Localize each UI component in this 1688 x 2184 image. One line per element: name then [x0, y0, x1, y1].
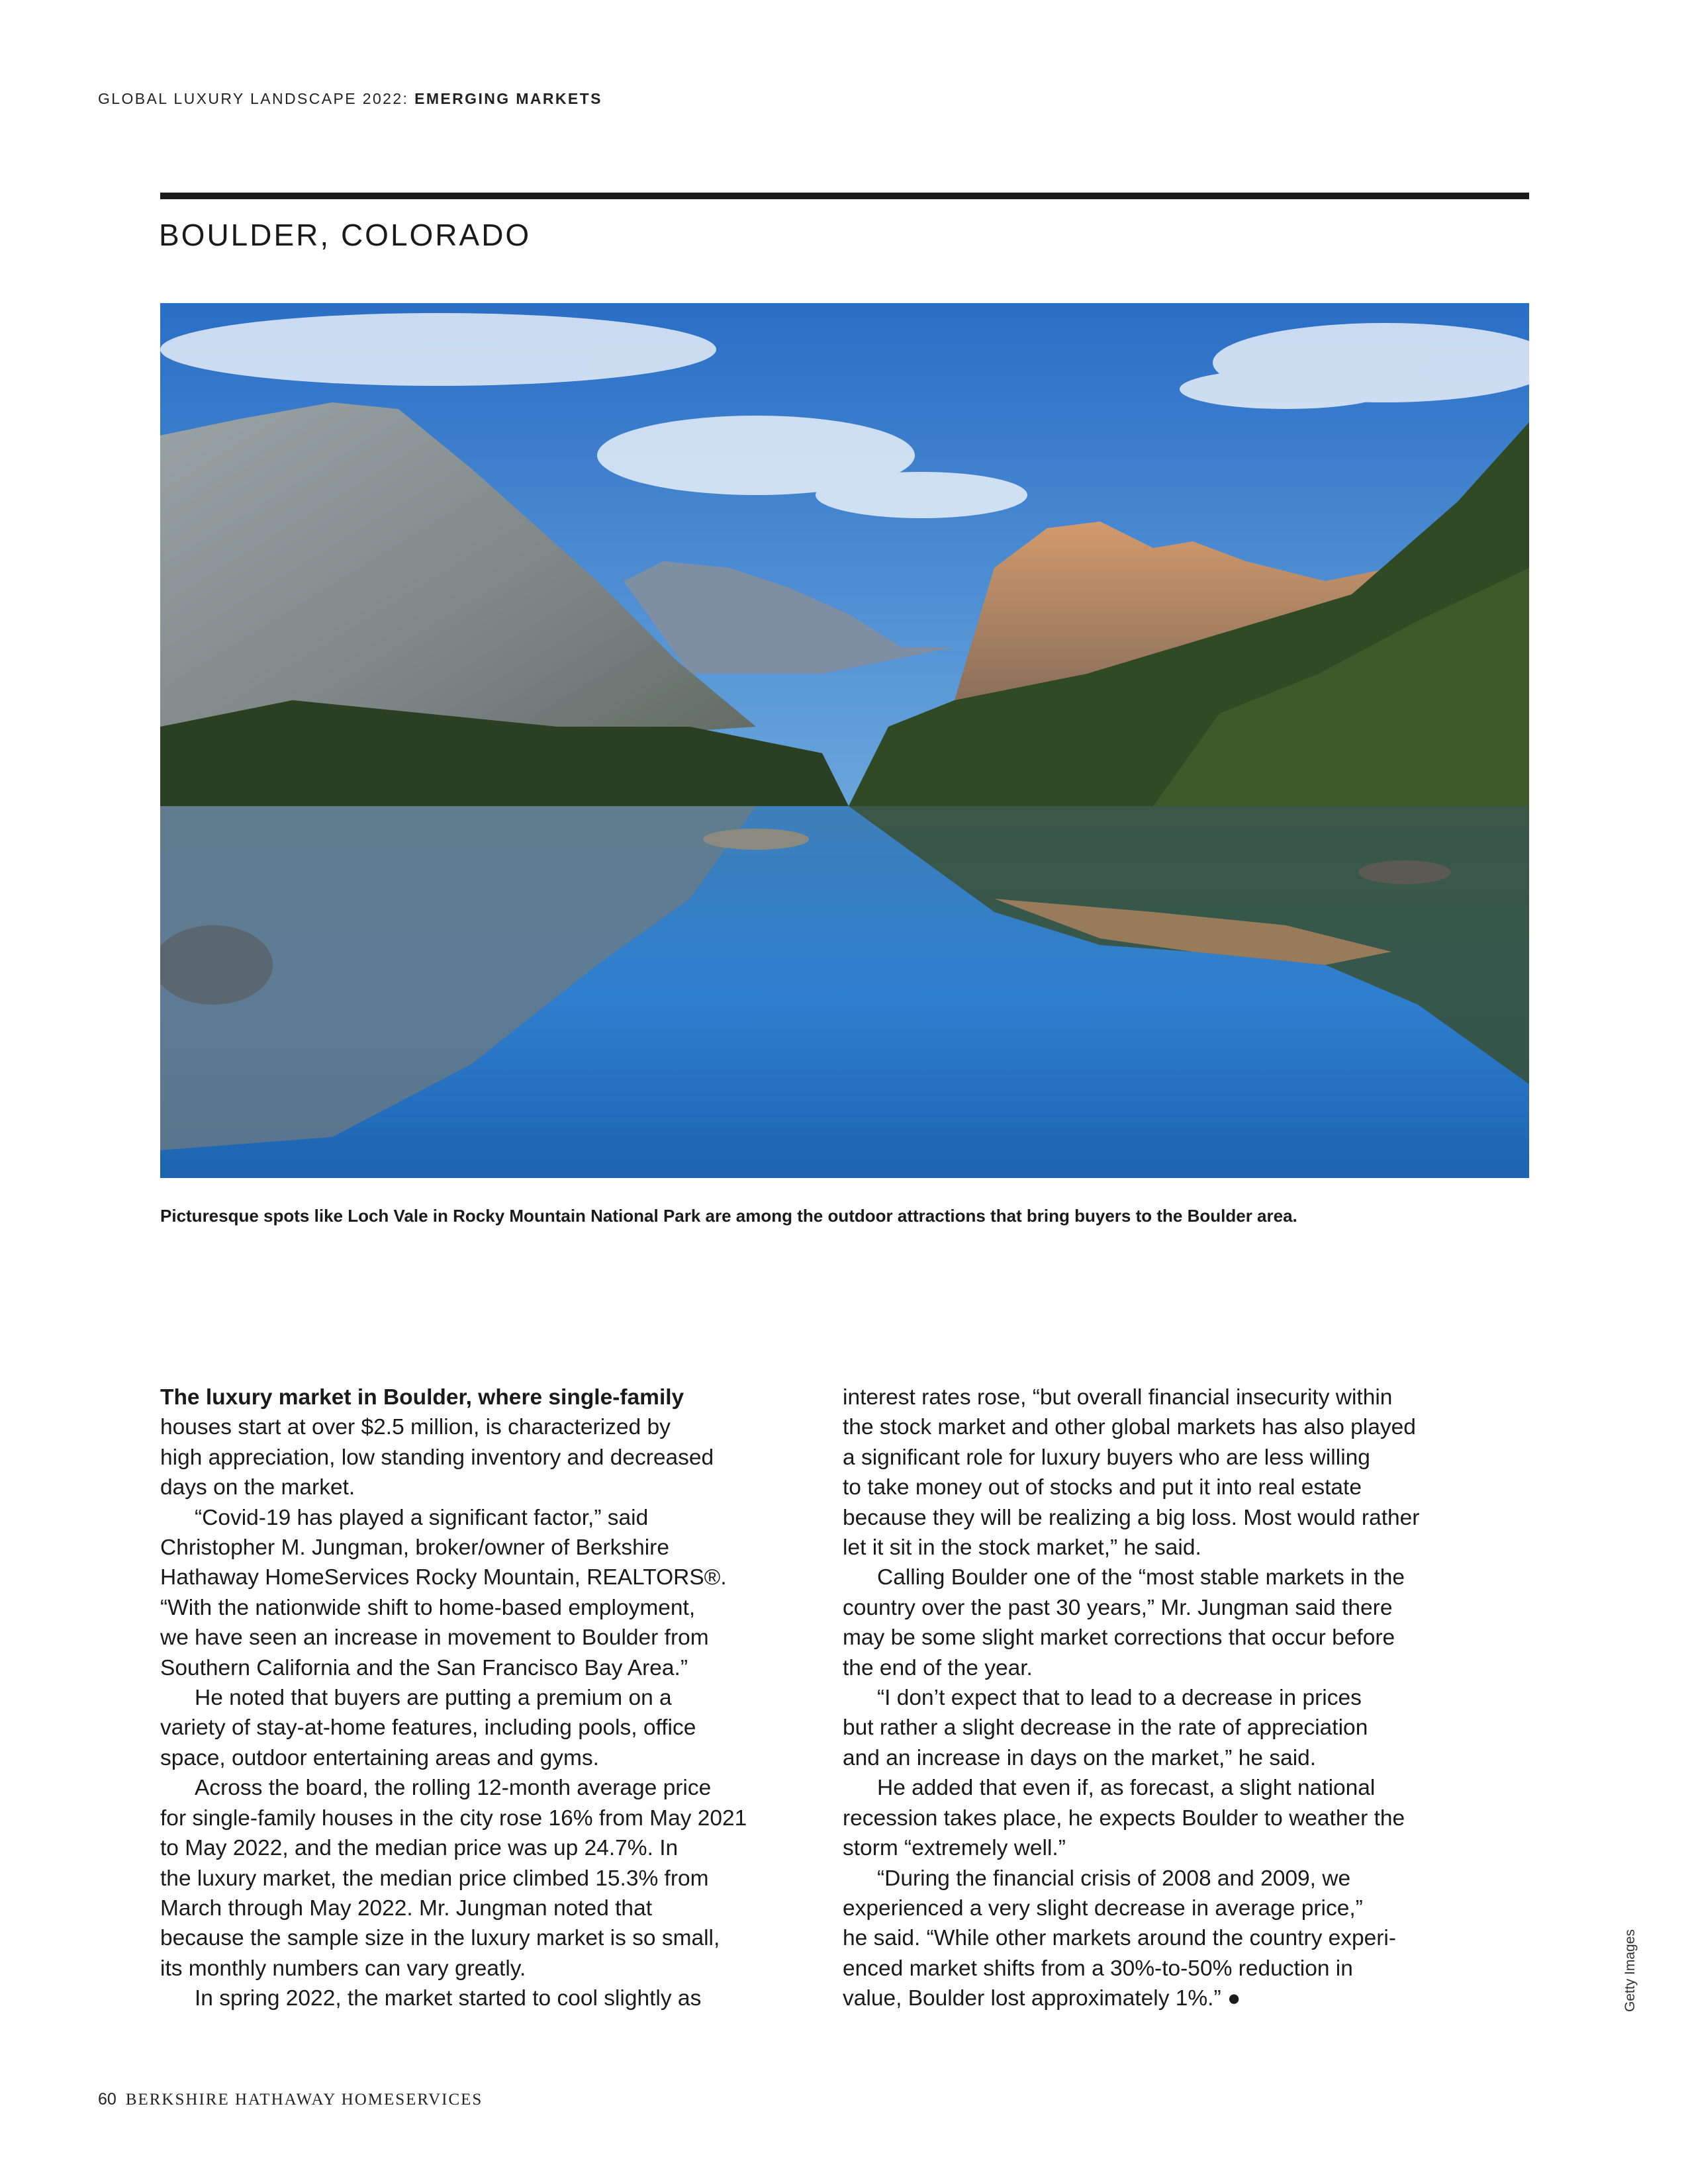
article-line: its monthly numbers can vary greatly.: [160, 1956, 526, 1981]
article-line: because they will be realizing a big loss. Most would rather: [843, 1505, 1420, 1530]
article-line: but rather a slight decrease in the rate of appreciation: [843, 1715, 1368, 1741]
title-rule: [160, 193, 1529, 199]
photo-caption: Picturesque spots like Loch Vale in Rocky Mountain National Park are among the outdoor attractions that bring buyers to the Boulder area.: [160, 1206, 1297, 1226]
article-line: Southern California and the San Francisco Bay Area.”: [160, 1655, 688, 1680]
article-line: He noted that buyers are putting a premium on a: [195, 1686, 672, 1711]
article-line: may be some slight market corrections that occur before: [843, 1625, 1395, 1651]
article-line: variety of stay-at-home features, including pools, office: [160, 1715, 696, 1741]
article-line: experienced a very slight decrease in average price,”: [843, 1895, 1363, 1921]
article-line: we have seen an increase in movement to Boulder from: [160, 1625, 709, 1651]
running-head-section: EMERGING MARKETS: [414, 90, 602, 107]
page-footer: [98, 2090, 483, 2109]
page-number: 60: [98, 2090, 117, 2109]
article-line: Christopher M. Jungman, broker/owner of Berkshire: [160, 1535, 669, 1561]
article-line: let it sit in the stock market,” he said.: [843, 1535, 1201, 1561]
article-line: interest rates rose, “but overall financial insecurity within: [843, 1385, 1393, 1410]
article-line: The luxury market in Boulder, where single-family: [160, 1385, 684, 1410]
article-line: value, Boulder lost approximately 1%.” ●: [843, 1986, 1241, 2011]
article-line: enced market shifts from a 30%-to-50% reduction in: [843, 1956, 1353, 1981]
lake-photo-illustration: [160, 303, 1529, 1178]
page-title: BOULDER, COLORADO: [159, 218, 532, 252]
article-line: Calling Boulder one of the “most stable markets in the: [877, 1565, 1405, 1590]
article-line: days on the market.: [160, 1475, 355, 1500]
article-line: houses start at over $2.5 million, is characterized by: [160, 1415, 671, 1440]
article-line: the end of the year.: [843, 1655, 1033, 1680]
article-line: Hathaway HomeServices Rocky Mountain, REALTORS®.: [160, 1565, 727, 1590]
article-line: recession takes place, he expects Boulder to weather the: [843, 1805, 1405, 1831]
article-line: to take money out of stocks and put it into real estate: [843, 1475, 1362, 1500]
article-line: “During the financial crisis of 2008 and 2009, we: [877, 1866, 1351, 1891]
article-line: a significant role for luxury buyers who are less willing: [843, 1445, 1370, 1470]
article-line: high appreciation, low standing inventory and decreased: [160, 1445, 714, 1470]
article-line: to May 2022, and the median price was up 24.7%. In: [160, 1836, 679, 1861]
photo-credit: Getty Images: [1622, 1929, 1638, 2012]
article-column-left: [160, 1383, 796, 2014]
footer-brand: BERKSHIRE HATHAWAY HOMESERVICES: [125, 2091, 483, 2109]
article-line: the stock market and other global markets has also played: [843, 1415, 1416, 1440]
article-column-right: [843, 1383, 1505, 2014]
article-line: the luxury market, the median price climbed 15.3% from: [160, 1866, 709, 1891]
article-line: In spring 2022, the market started to cool slightly as: [195, 1986, 702, 2011]
running-head: [98, 90, 602, 108]
article-line: March through May 2022. Mr. Jungman noted that: [160, 1895, 653, 1921]
lake-photo: [160, 303, 1529, 1178]
article-line: country over the past 30 years,” Mr. Jungman said there: [843, 1595, 1393, 1620]
article-line: “I don’t expect that to lead to a decrease in prices: [877, 1686, 1362, 1711]
article-line: for single-family houses in the city rose 16% from May 2021: [160, 1805, 747, 1831]
article-line: and an increase in days on the market,” he said.: [843, 1745, 1317, 1770]
article-line: he said. “While other markets around the country experi-: [843, 1926, 1397, 1951]
article-line: He added that even if, as forecast, a slight national: [877, 1776, 1376, 1801]
article-line: Across the board, the rolling 12-month average price: [195, 1776, 712, 1801]
running-head-prefix: GLOBAL LUXURY LANDSCAPE 2022:: [98, 90, 415, 107]
article-line: storm “extremely well.”: [843, 1836, 1066, 1861]
article-line: “With the nationwide shift to home-based employment,: [160, 1595, 696, 1620]
article-line: because the sample size in the luxury market is so small,: [160, 1926, 720, 1951]
article-line: space, outdoor entertaining areas and gyms.: [160, 1745, 599, 1770]
article-line: “Covid-19 has played a significant factor,” said: [195, 1505, 649, 1530]
